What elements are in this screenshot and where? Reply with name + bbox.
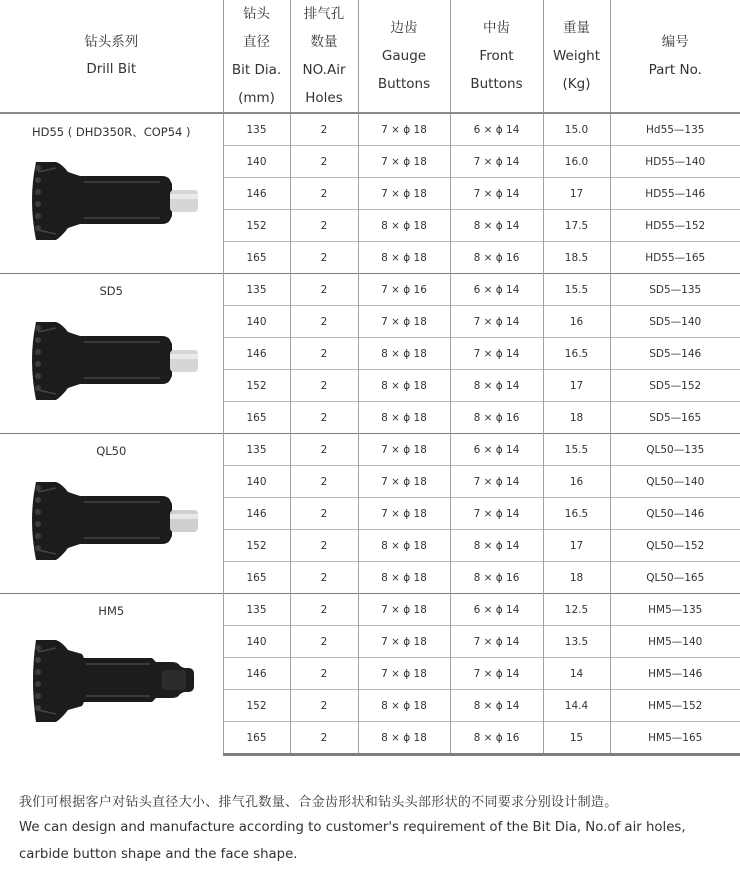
front-buttons-cell: 8 × ϕ 16	[450, 242, 543, 274]
bit-dia-cell: 146	[223, 498, 290, 530]
air-holes-cell: 2	[290, 562, 358, 594]
bit-dia-cell: 140	[223, 146, 290, 178]
header-gauge-en1: Gauge	[381, 48, 427, 64]
part-no-cell: HM5—146	[610, 658, 740, 690]
gauge-buttons-cell: 7 × ϕ 18	[358, 626, 450, 658]
gauge-buttons-cell: 8 × ϕ 18	[358, 210, 450, 242]
footer-note-english-line1: We can design and manufacture according to customer's requirement of the Bit Dia, No.of air holes,	[19, 820, 686, 835]
header-bit-dia-cn1: 钻头	[243, 6, 270, 22]
gauge-buttons-cell: 7 × ϕ 18	[358, 594, 450, 626]
series-name: HD55 ( DHD350R、COP54 )	[31, 125, 191, 139]
header-front-en1: Front	[479, 48, 514, 64]
header-front-cn: 中齿	[483, 20, 510, 36]
gauge-buttons-cell: 8 × ϕ 18	[358, 722, 450, 755]
weight-cell: 17	[543, 530, 610, 562]
part-no-cell: SD5—152	[610, 370, 740, 402]
drill-bit-series-cell	[0, 594, 223, 755]
air-holes-cell: 2	[290, 242, 358, 274]
bit-dia-cell: 165	[223, 242, 290, 274]
weight-cell: 13.5	[543, 626, 610, 658]
air-holes-cell: 2	[290, 626, 358, 658]
air-holes-cell: 2	[290, 658, 358, 690]
bit-dia-cell: 146	[223, 338, 290, 370]
drill-bit-image	[22, 310, 202, 410]
air-holes-cell: 2	[290, 306, 358, 338]
header-air-holes-cn2: 数量	[310, 34, 338, 50]
air-holes-cell: 2	[290, 434, 358, 466]
front-buttons-cell: 7 × ϕ 14	[450, 146, 543, 178]
gauge-buttons-cell: 7 × ϕ 18	[358, 306, 450, 338]
header-weight-cn: 重量	[563, 20, 590, 36]
gauge-buttons-cell: 7 × ϕ 16	[358, 274, 450, 306]
gauge-buttons-cell: 7 × ϕ 18	[358, 658, 450, 690]
bit-dia-cell: 135	[223, 274, 290, 306]
weight-cell: 16	[543, 306, 610, 338]
front-buttons-cell: 8 × ϕ 14	[450, 370, 543, 402]
drill-bit-image	[22, 630, 202, 730]
air-holes-cell: 2	[290, 594, 358, 626]
air-holes-cell: 2	[290, 466, 358, 498]
gauge-buttons-cell: 8 × ϕ 18	[358, 242, 450, 274]
footer-note-english-line2: carbide button shape and the face shape.	[19, 847, 298, 862]
front-buttons-cell: 7 × ϕ 14	[450, 178, 543, 210]
weight-cell: 15	[543, 722, 610, 755]
header-drill-bit-en: Drill Bit	[86, 61, 137, 77]
front-buttons-cell: 8 × ϕ 14	[450, 210, 543, 242]
header-drill-bit	[0, 0, 223, 113]
header-weight-en: Weight	[552, 48, 601, 64]
air-holes-cell: 2	[290, 498, 358, 530]
air-holes-cell: 2	[290, 178, 358, 210]
front-buttons-cell: 8 × ϕ 14	[450, 530, 543, 562]
front-buttons-cell: 8 × ϕ 14	[450, 690, 543, 722]
weight-cell: 16	[543, 466, 610, 498]
header-bit-dia	[223, 0, 290, 113]
part-no-cell: QL50—152	[610, 530, 740, 562]
drill-bit-series-cell	[0, 274, 223, 434]
front-buttons-cell: 6 × ϕ 14	[450, 113, 543, 146]
front-buttons-cell: 8 × ϕ 16	[450, 402, 543, 434]
front-buttons-cell: 7 × ϕ 14	[450, 658, 543, 690]
part-no-cell: SD5—146	[610, 338, 740, 370]
header-row	[0, 0, 740, 113]
bit-dia-cell: 165	[223, 402, 290, 434]
bit-dia-cell: 140	[223, 306, 290, 338]
header-air-holes-en1: NO.Air	[302, 62, 346, 78]
part-no-cell: QL50—146	[610, 498, 740, 530]
front-buttons-cell: 7 × ϕ 14	[450, 466, 543, 498]
header-bit-dia-unit: (mm)	[238, 90, 275, 106]
header-gauge-en2: Buttons	[377, 76, 431, 92]
bit-dia-cell: 152	[223, 370, 290, 402]
air-holes-cell: 2	[290, 274, 358, 306]
weight-cell: 15.5	[543, 434, 610, 466]
gauge-buttons-cell: 8 × ϕ 18	[358, 562, 450, 594]
front-buttons-cell: 7 × ϕ 14	[450, 306, 543, 338]
weight-cell: 15.0	[543, 113, 610, 146]
part-no-cell: SD5—165	[610, 402, 740, 434]
drill-bit-series-cell	[0, 434, 223, 594]
table-row	[0, 434, 740, 466]
front-buttons-cell: 6 × ϕ 14	[450, 594, 543, 626]
bit-dia-cell: 135	[223, 594, 290, 626]
bit-dia-cell: 135	[223, 113, 290, 146]
weight-cell: 17	[543, 178, 610, 210]
gauge-buttons-cell: 7 × ϕ 18	[358, 178, 450, 210]
gauge-buttons-cell: 7 × ϕ 18	[358, 434, 450, 466]
drill-bit-image	[22, 470, 202, 570]
front-buttons-cell: 7 × ϕ 14	[450, 498, 543, 530]
weight-cell: 16.5	[543, 498, 610, 530]
header-part-no	[610, 0, 740, 113]
air-holes-cell: 2	[290, 402, 358, 434]
air-holes-cell: 2	[290, 690, 358, 722]
part-no-cell: HD55—152	[610, 210, 740, 242]
front-buttons-cell: 7 × ϕ 14	[450, 338, 543, 370]
part-no-cell: SD5—140	[610, 306, 740, 338]
bit-dia-cell: 146	[223, 658, 290, 690]
weight-cell: 17	[543, 370, 610, 402]
table-row	[0, 113, 740, 146]
front-buttons-cell: 6 × ϕ 14	[450, 274, 543, 306]
weight-cell: 14.4	[543, 690, 610, 722]
front-buttons-cell: 7 × ϕ 14	[450, 626, 543, 658]
bit-dia-cell: 135	[223, 434, 290, 466]
air-holes-cell: 2	[290, 210, 358, 242]
bit-dia-cell: 152	[223, 530, 290, 562]
part-no-cell: HD55—146	[610, 178, 740, 210]
weight-cell: 18	[543, 562, 610, 594]
part-no-cell: HM5—152	[610, 690, 740, 722]
part-no-cell: QL50—135	[610, 434, 740, 466]
header-part-no-cn: 编号	[661, 34, 689, 50]
header-weight-unit: (Kg)	[562, 76, 591, 92]
weight-cell: 18	[543, 402, 610, 434]
bit-dia-cell: 152	[223, 210, 290, 242]
drill-bit-image	[22, 150, 202, 250]
header-drill-bit-cn: 钻头系列	[84, 34, 139, 50]
gauge-buttons-cell: 7 × ϕ 18	[358, 113, 450, 146]
header-weight	[543, 0, 610, 113]
weight-cell: 15.5	[543, 274, 610, 306]
weight-cell: 16.5	[543, 338, 610, 370]
weight-cell: 12.5	[543, 594, 610, 626]
front-buttons-cell: 8 × ϕ 16	[450, 722, 543, 755]
header-gauge-cn: 边齿	[390, 20, 418, 36]
header-gauge-buttons	[358, 0, 450, 113]
part-no-cell: Hd55—135	[610, 113, 740, 146]
footer-note-chinese: 我们可根据客户对钻头直径大小、排气孔数量、合金齿形状和钻头头部形状的不同要求分别设计制造。	[19, 795, 618, 810]
air-holes-cell: 2	[290, 370, 358, 402]
gauge-buttons-cell: 7 × ϕ 18	[358, 466, 450, 498]
table-row	[0, 594, 740, 626]
part-no-cell: HD55—165	[610, 242, 740, 274]
part-no-cell: HM5—165	[610, 722, 740, 755]
bit-dia-cell: 140	[223, 626, 290, 658]
gauge-buttons-cell: 8 × ϕ 18	[358, 370, 450, 402]
header-front-en2: Buttons	[470, 76, 523, 92]
series-name: HM5	[98, 604, 125, 618]
bit-dia-cell: 152	[223, 690, 290, 722]
weight-cell: 14	[543, 658, 610, 690]
front-buttons-cell: 6 × ϕ 14	[450, 434, 543, 466]
gauge-buttons-cell: 7 × ϕ 18	[358, 146, 450, 178]
bit-dia-cell: 146	[223, 178, 290, 210]
part-no-cell: HM5—135	[610, 594, 740, 626]
table-row	[0, 274, 740, 306]
gauge-buttons-cell: 8 × ϕ 18	[358, 338, 450, 370]
table-body	[0, 113, 740, 755]
air-holes-cell: 2	[290, 338, 358, 370]
gauge-buttons-cell: 8 × ϕ 18	[358, 530, 450, 562]
drill-bit-series-cell	[0, 113, 223, 274]
header-bit-dia-en: Bit Dia.	[231, 62, 282, 78]
front-buttons-cell: 8 × ϕ 16	[450, 562, 543, 594]
bit-dia-cell: 165	[223, 722, 290, 755]
part-no-cell: QL50—140	[610, 466, 740, 498]
air-holes-cell: 2	[290, 530, 358, 562]
part-no-cell: HD55—140	[610, 146, 740, 178]
header-bit-dia-cn2: 直径	[243, 34, 270, 50]
weight-cell: 18.5	[543, 242, 610, 274]
series-name: SD5	[99, 284, 123, 298]
weight-cell: 17.5	[543, 210, 610, 242]
gauge-buttons-cell: 8 × ϕ 18	[358, 402, 450, 434]
air-holes-cell: 2	[290, 722, 358, 755]
air-holes-cell: 2	[290, 146, 358, 178]
part-no-cell: SD5—135	[610, 274, 740, 306]
bit-dia-cell: 140	[223, 466, 290, 498]
header-air-holes	[290, 0, 358, 113]
part-no-cell: QL50—165	[610, 562, 740, 594]
gauge-buttons-cell: 7 × ϕ 18	[358, 498, 450, 530]
air-holes-cell: 2	[290, 113, 358, 146]
part-no-cell: HM5—140	[610, 626, 740, 658]
header-air-holes-cn1: 排气孔	[303, 6, 345, 22]
series-name: QL50	[96, 444, 127, 458]
header-air-holes-en2: Holes	[305, 90, 343, 106]
bit-dia-cell: 165	[223, 562, 290, 594]
gauge-buttons-cell: 8 × ϕ 18	[358, 690, 450, 722]
weight-cell: 16.0	[543, 146, 610, 178]
header-front-buttons	[450, 0, 543, 113]
header-part-no-en: Part No.	[648, 62, 702, 78]
